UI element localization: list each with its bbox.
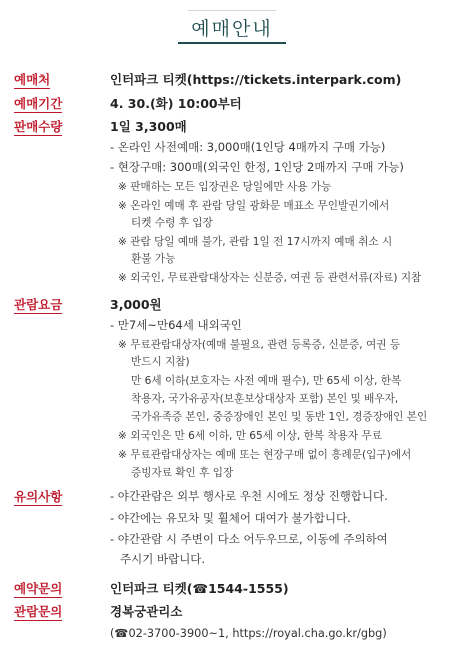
fee-line: - 만7세~만64세 내외국인 [110,318,242,332]
title-underline [178,42,286,44]
fee-note: ※ 외국인은 만 6세 이하, 만 65세 이상, 한복 착용자 무료 [118,430,382,442]
page-title [178,10,286,44]
fee-note: 국가유족증 본인, 중증장애인 본인 및 동반 1인, 경증장애인 본인 [131,411,428,423]
fee-value: 3,000원 [110,297,162,312]
notice-line: - 야간관람은 외부 행사로 우천 시에도 정상 진행합니다. [110,489,388,503]
fee-note: 만 6세 이하(보호자는 사전 예매 필수), 만 65세 이상, 한복 [131,375,402,387]
booking-label: 예매처 [14,72,51,87]
quantity-note: ※ 관람 당일 예매 불가, 관람 1일 전 17시까지 예매 취소 시 [118,236,393,248]
booking-inquiry-label: 예약문의 [14,581,63,596]
fee-note: 착용자, 국가유공자(보훈보상대상자 포함) 본인 및 배우자, [131,393,399,405]
notice-line: - 야간에는 유모차 및 휠체어 대여가 불가합니다. [110,511,351,525]
quantity-note: 티켓 수령 후 입장 [131,217,213,229]
quantity-value: 1일 3,300매 [110,119,187,134]
fee-note: ※ 무료관람대상자(예매 불필요, 관련 등록증, 신분증, 여권 등 [118,339,401,351]
fee-label: 관람요금 [14,297,63,312]
quantity-note: ※ 판매하는 모든 입장권은 당일에만 사용 가능 [118,181,332,193]
quantity-note: ※ 외국인, 무료관람대상자는 신분증, 여권 등 관련서류(자료) 지참 [118,272,422,284]
period-value: 4. 30.(화) 10:00부터 [110,96,242,111]
visit-inquiry-contact[interactable]: (☎02-3700-3900~1, https://royal.cha.go.kr/gbg) [110,627,387,640]
notice-line: 주시기 바랍니다. [120,552,206,566]
period-label: 예매기간 [14,96,63,111]
notice-label: 유의사항 [14,489,63,504]
quantity-line: - 온라인 사전예매: 3,000매(1인당 4매까지 구매 가능) [110,140,386,154]
visit-inquiry-value: 경복궁관리소 [110,604,183,619]
visit-inquiry-label: 관람문의 [14,604,63,619]
fee-note: 증빙자료 확인 후 입장 [131,467,234,479]
fee-note: 반드시 지참) [131,356,190,368]
fee-note: ※ 무료관람대상자는 예매 또는 현장구매 없이 흥례문(입구)에서 [118,449,412,461]
quantity-line: - 현장구매: 300매(외국인 한정, 1인당 2매까지 구매 가능) [110,160,404,174]
booking-inquiry-value: 인터파크 티켓(☎1544-1555) [110,581,289,596]
booking-value[interactable]: 인터파크 티켓(https://tickets.interpark.com) [110,72,402,87]
quantity-note: ※ 온라인 예매 후 관람 당일 광화문 매표소 무인발권기에서 [118,200,390,212]
quantity-label: 판매수량 [14,119,63,134]
title-top-rule [188,10,276,11]
notice-line: - 야간관람 시 주변이 다소 어두우므로, 이동에 주의하여 [110,532,388,546]
quantity-note: 환불 가능 [131,253,176,265]
page-title-text: 예매안내 [191,17,273,40]
